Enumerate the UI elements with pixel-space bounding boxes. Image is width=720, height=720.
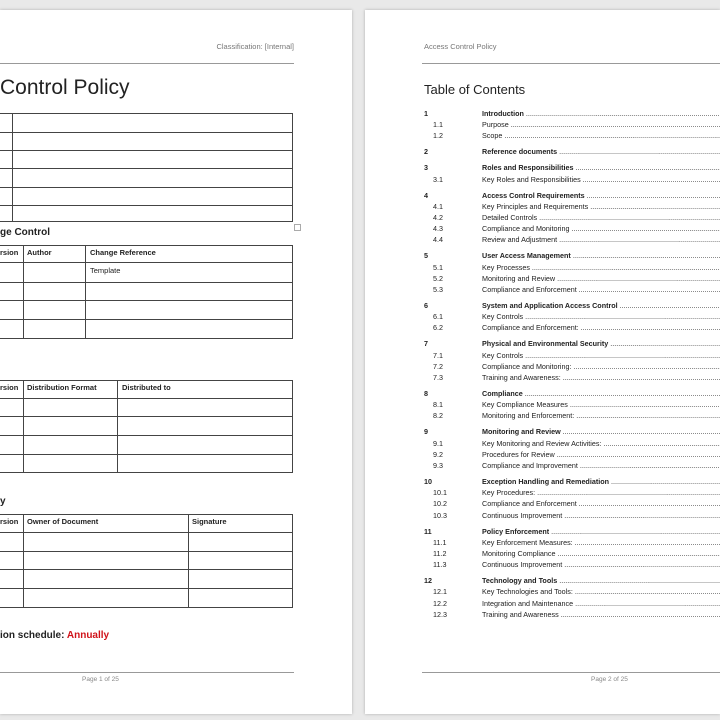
toc-entry-title[interactable]: Integration and Maintenance ..... (482, 599, 720, 608)
toc-entry[interactable] (365, 560, 720, 570)
toc-entry-title[interactable]: Key Roles and Responsibilities ..... (482, 175, 720, 184)
toc-entry-number: 11 (424, 526, 432, 536)
document-page-2 (365, 10, 720, 714)
toc-entry[interactable] (365, 323, 720, 333)
toc-entry[interactable] (365, 301, 720, 311)
column-header: Change Reference (90, 248, 156, 257)
toc-entry[interactable] (365, 461, 720, 471)
toc-entry-title[interactable]: Monitoring and Review ..... (482, 274, 720, 283)
toc-entry-number: 6.2 (433, 323, 443, 333)
footer-rule (422, 672, 720, 673)
toc-entry-title[interactable]: User Access Management ..... (482, 251, 720, 260)
toc-entry-title[interactable]: Scope ..... (482, 131, 720, 140)
column-header: Distributed to (122, 383, 171, 392)
toc-entry-title[interactable]: Key Technologies and Tools: ..... (482, 587, 720, 596)
toc-entry-title[interactable]: Purpose ..... (482, 120, 720, 129)
toc-entry-number: 4.3 (433, 224, 443, 234)
toc-entry[interactable] (365, 120, 720, 130)
toc-entry-number: 12.3 (433, 609, 447, 619)
toc-entry[interactable] (365, 450, 720, 460)
toc-entry-title[interactable]: Key Monitoring and Review Activities: ..... (482, 439, 720, 448)
column-header: Owner of Document (27, 517, 99, 526)
change-control-heading: ge Control (0, 227, 50, 238)
toc-entry[interactable] (365, 312, 720, 322)
toc-entry-title[interactable]: Compliance and Improvement ..... (482, 461, 720, 470)
toc-entry-number: 4 (424, 190, 428, 200)
toc-entry-number: 11.2 (433, 549, 447, 558)
document-page-1 (0, 10, 352, 714)
table-handle-icon[interactable] (294, 224, 301, 231)
toc-entry-title[interactable]: Policy Enforcement ..... (482, 527, 720, 536)
toc-entry[interactable] (365, 175, 720, 185)
toc-entry-number: 4.2 (433, 213, 443, 222)
column-header: Author (27, 248, 52, 257)
header-rule (0, 63, 294, 64)
document-title: Control Policy (0, 76, 130, 99)
toc-entry[interactable] (365, 373, 720, 383)
toc-entry[interactable] (365, 285, 720, 295)
toc-entry-number: 10 (424, 477, 432, 486)
toc-entry[interactable] (365, 587, 720, 597)
toc-entry-number: 9.3 (433, 461, 443, 470)
toc-entry-number: 5.3 (433, 285, 443, 294)
toc-entry-number: 10.1 (433, 488, 447, 498)
toc-entry[interactable] (365, 362, 720, 372)
toc-entry-number: 3.1 (433, 174, 443, 184)
toc-entry[interactable] (365, 339, 720, 349)
toc-entry-title[interactable]: Monitoring and Review ..... (482, 427, 720, 436)
toc-entry-number: 11.1 (433, 537, 447, 547)
toc-entry[interactable] (365, 427, 720, 437)
classification-label: Classification: [Internal] (216, 42, 294, 51)
toc-entry-number: 12.1 (433, 587, 447, 597)
toc-entry-title[interactable]: Training and Awareness: ..... (482, 373, 720, 382)
toc-entry-title[interactable]: Key Compliance Measures ..... (482, 400, 720, 409)
toc-entry[interactable] (365, 235, 720, 245)
toc-entry[interactable] (365, 163, 720, 173)
toc-entry[interactable] (365, 147, 720, 157)
toc-entry[interactable] (365, 389, 720, 399)
toc-entry-number: 4.1 (433, 201, 443, 211)
toc-entry[interactable] (365, 224, 720, 234)
toc-entry-title[interactable]: Physical and Environmental Security ..... (482, 339, 720, 348)
toc-entry-title[interactable]: Reference documents ..... (482, 147, 720, 156)
toc-entry[interactable] (365, 439, 720, 449)
toc-entry-title[interactable]: Key Controls ..... (482, 312, 720, 321)
toc-entry[interactable] (365, 251, 720, 261)
toc-entry-title[interactable]: Key Procedures: ..... (482, 488, 720, 497)
toc-entry-number: 7.2 (433, 361, 443, 371)
toc-entry-title[interactable]: Introduction ..... (482, 109, 720, 118)
toc-entry-title[interactable]: Compliance and Enforcement ..... (482, 499, 720, 508)
toc-entry-title[interactable]: Continuous Improvement ..... (482, 560, 720, 569)
column-header: rsion (0, 517, 19, 526)
column-header: rsion (0, 248, 19, 257)
toc-entry-title[interactable]: Technology and Tools ..... (482, 576, 720, 585)
toc-entry-number: 3 (424, 163, 428, 173)
toc-entry-title[interactable]: System and Application Access Control ..... (482, 301, 720, 310)
page-number: Page 2 of 25 (591, 676, 628, 683)
column-header: rsion (0, 383, 19, 392)
header-rule (422, 63, 720, 64)
toc-entry-number: 7.1 (433, 350, 443, 360)
column-header: Distribution Format (27, 383, 97, 392)
toc-entry-number: 10.3 (433, 510, 447, 520)
ownership-heading: y (0, 496, 6, 507)
toc-entry-title[interactable]: Compliance and Enforcement ..... (482, 285, 720, 294)
toc-title: Table of Contents (424, 82, 526, 97)
toc-entry-number: 9.1 (433, 438, 443, 448)
toc-entry[interactable] (365, 511, 720, 521)
revision-label: ion schedule: (0, 630, 67, 641)
toc-entry[interactable] (365, 538, 720, 548)
toc-entry-title[interactable]: Compliance ..... (482, 389, 720, 398)
toc-entry[interactable] (365, 599, 720, 609)
header-title: Access Control Policy (424, 42, 497, 51)
toc-entry-title[interactable]: Detailed Controls ..... (482, 213, 720, 222)
toc-entry-title[interactable]: Compliance and Enforcement: ..... (482, 323, 720, 332)
toc-entry[interactable] (365, 576, 720, 586)
toc-entry-title[interactable]: Key Enforcement Measures: ..... (482, 538, 720, 547)
toc-entry-title[interactable]: Key Principles and Requirements ..... (482, 202, 720, 211)
toc-entry-number: 8.1 (433, 400, 443, 410)
toc-entry-number: 11.3 (433, 560, 447, 570)
toc-entry-number: 7.3 (433, 373, 443, 382)
toc-entry-number: 1.1 (433, 120, 443, 130)
toc-entry[interactable] (365, 274, 720, 284)
toc-entry-title[interactable]: Monitoring Compliance ..... (482, 549, 720, 558)
toc-entry-number: 5.2 (433, 273, 443, 283)
toc-entry-number: 6.1 (433, 312, 443, 322)
toc-entry-number: 1.2 (433, 131, 443, 141)
revision-schedule (0, 630, 109, 641)
toc-entry-number: 5.1 (433, 262, 443, 272)
toc-entry[interactable] (365, 549, 720, 559)
toc-entry-number: 9 (424, 427, 428, 437)
toc-entry[interactable] (365, 109, 720, 119)
toc-entry-number: 5 (424, 251, 428, 261)
toc-entry-title[interactable]: Review and Adjustment ..... (482, 235, 720, 244)
toc-entry-title[interactable]: Training and Awareness ..... (482, 610, 720, 619)
toc-entry-title[interactable]: Key Controls ..... (482, 351, 720, 360)
toc-entry-title[interactable]: Compliance and Monitoring: ..... (482, 362, 720, 371)
toc-entry[interactable] (365, 202, 720, 212)
toc-entry-number: 12.2 (433, 598, 447, 608)
toc-entry-title[interactable]: Continuous Improvement ..... (482, 511, 720, 520)
toc-entry[interactable] (365, 477, 720, 487)
toc-entry-number: 8 (424, 389, 428, 398)
toc-entry[interactable] (365, 263, 720, 273)
toc-entry[interactable] (365, 499, 720, 509)
revision-value: Annually (66, 630, 110, 641)
toc-entry-number: 2 (424, 147, 428, 157)
toc-entry-number: 10.2 (433, 499, 447, 509)
footer-rule (0, 672, 294, 673)
toc-entry[interactable] (365, 411, 720, 421)
toc-entry-title[interactable]: Compliance and Monitoring ..... (482, 224, 720, 233)
toc-entry-number: 12 (424, 576, 432, 586)
toc-entry-number: 4.4 (433, 235, 443, 245)
toc-entry-title[interactable]: Procedures for Review ..... (482, 450, 720, 459)
toc-entry-title[interactable]: Monitoring and Enforcement: ..... (482, 411, 720, 420)
toc-entry-title[interactable]: Roles and Responsibilities ..... (482, 163, 720, 172)
column-header: Signature (192, 517, 227, 526)
toc-entry[interactable] (365, 213, 720, 223)
page-number: Page 1 of 25 (82, 676, 119, 683)
toc-entry[interactable] (365, 610, 720, 620)
toc-entry[interactable] (365, 351, 720, 361)
toc-entry-number: 1 (424, 109, 428, 118)
toc-entry-number: 8.2 (433, 411, 443, 421)
toc-entry-number: 9.2 (433, 449, 443, 459)
toc-entry-title[interactable]: Exception Handling and Remediation ..... (482, 477, 720, 486)
table-cell: Template (90, 266, 121, 275)
toc-entry[interactable] (365, 131, 720, 141)
toc-entry[interactable] (365, 191, 720, 201)
toc-entry-number: 7 (424, 339, 428, 349)
toc-entry-title[interactable]: Access Control Requirements ..... (482, 191, 720, 200)
toc-entry-number: 6 (424, 301, 428, 310)
toc-entry[interactable] (365, 527, 720, 537)
toc-entry-title[interactable]: Key Processes ..... (482, 263, 720, 272)
toc-entry[interactable] (365, 400, 720, 410)
toc-entry[interactable] (365, 488, 720, 498)
